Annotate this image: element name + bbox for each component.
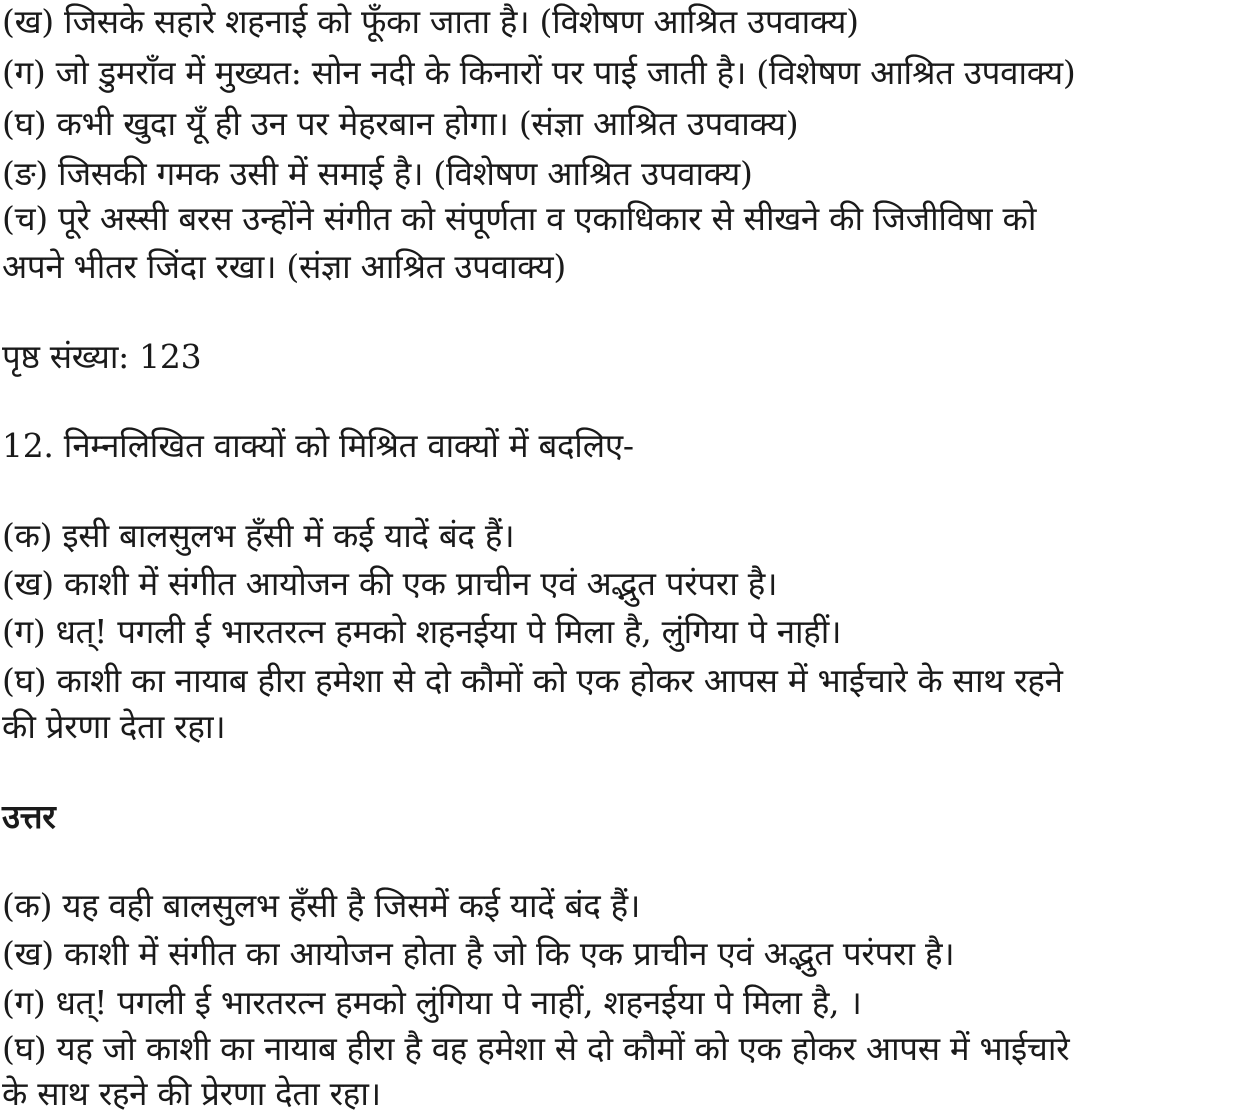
answer2-line-gha: (घ) यह जो काशी का नायाब हीरा है वह हमेशा से दो कौमों को एक होकर आपस में भाईचारे xyxy=(2,1029,1070,1068)
answer-line-nga: (ङ) जिसकी गमक उसी में समाई है। (विशेषण आश्रित उपवाक्य) xyxy=(2,154,753,193)
answer-line-cha-cont: अपने भीतर जिंदा रखा। (संज्ञा आश्रित उपवाक्य) xyxy=(2,247,566,286)
question-line-gha: (घ) काशी का नायाब हीरा हमेशा से दो कौमों को एक होकर आपस में भाईचारे के साथ रहने xyxy=(2,661,1063,700)
answer2-line-ga: (ग) धत्! पगली ई भारतरत्न हमको लुंगिया पे नाहीं, शहनईया पे मिला है, । xyxy=(2,983,862,1022)
question-line-ga: (ग) धत्! पगली ई भारतरत्न हमको शहनईया पे मिला है, लुंगिया पे नाहीं। xyxy=(2,612,842,651)
question-title: 12. निम्नलिखित वाक्यों को मिश्रित वाक्यों में बदलिए- xyxy=(2,426,634,465)
page-number: पृष्ठ संख्या: 123 xyxy=(2,337,202,376)
question-line-ka: (क) इसी बालसुलभ हँसी में कई यादें बंद हैं। xyxy=(2,516,515,555)
answer-line-gha: (घ) कभी खुदा यूँ ही उन पर मेहरबान होगा। (संज्ञा आश्रित उपवाक्य) xyxy=(2,104,799,143)
question-line-kha: (ख) काशी में संगीत आयोजन की एक प्राचीन एवं अद्भुत परंपरा है। xyxy=(2,564,778,603)
question-line-gha-cont: की प्रेरणा देता रहा। xyxy=(2,707,226,746)
answer-line-kha: (ख) जिसके सहारे शहनाई को फूँका जाता है। (विशेषण आश्रित उपवाक्य) xyxy=(2,2,859,41)
answer2-line-gha-cont: के साथ रहने की प्रेरणा देता रहा। xyxy=(2,1074,381,1113)
answer2-line-ka: (क) यह वही बालसुलभ हँसी है जिसमें कई यादें बंद हैं। xyxy=(2,886,641,925)
answer2-line-kha: (ख) काशी में संगीत का आयोजन होता है जो कि एक प्राचीन एवं अद्भुत परंपरा है। xyxy=(2,934,955,973)
answer-line-cha: (च) पूरे अस्सी बरस उन्होंने संगीत को संपूर्णता व एकाधिकार से सीखने की जिजीविषा को xyxy=(2,199,1037,238)
answer-line-ga: (ग) जो डुमराँव में मुख्यत: सोन नदी के किनारों पर पाई जाती है। (विशेषण आश्रित उपवाक्य) xyxy=(2,53,1076,92)
answer-heading: उत्तर xyxy=(2,797,56,836)
